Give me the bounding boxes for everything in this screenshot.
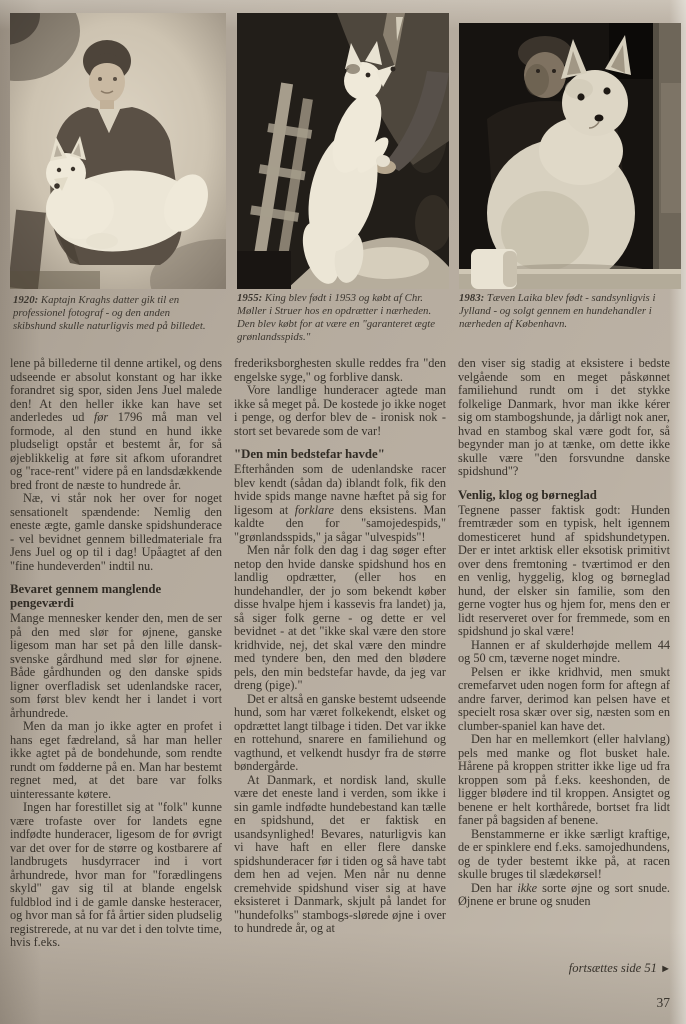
paragraph: Ingen har forestillet sig at "folk" kunne være trofaste over for landets egne indfødte hunderacer, ligesom de for øvrigt var det over for de større og kostbarere af landbrugets husdyrracer ind i vort århundrede, hvor man for "forædlingens skyld" gav sig til at blande engelsk fuldblod ind i de gamle danske hesteracer, og hvor man så for få årtier siden pludselig registrerede, at nu var det i den tolvte time, hvis f.eks. bbox=[10, 800, 222, 949]
paragraph: Det er altså en ganske bestemt udseende hund, som har været folkekendt, elsket og opdrættet langt tilbage i tiden. Det var ikke en rottehund, snarere en familiehund og vagthund, et velkendt husdyr fra de større bøndergårde. bbox=[234, 691, 446, 773]
section-heading: Venlig, klog og børneglad bbox=[458, 487, 597, 502]
arrow-right-icon: ► bbox=[660, 963, 670, 975]
paragraph: Næ, vi står nok her over for noget sensationelt spændende: Nemlig den eneste ægte, gamle danske spidshunderace - vel bevidnet gennem billedmateriale fra Jens Juel og op til i dag! Upåagtet af den "fine hundeverden" indtil nu. bbox=[10, 491, 222, 573]
paragraph: Benstammerne er ikke særligt kraftige, de er spinklere end f.eks. samojedhundens, og de tyder bestemt ikke på, at racen skulle bruges til slædekørsel! bbox=[458, 826, 670, 881]
paragraph: Hannen er af skulderhøjde mellem 44 og 50 cm, tæverne noget mindre. bbox=[458, 637, 670, 665]
photo-1955-illustration bbox=[237, 13, 449, 289]
text-column-3 bbox=[458, 357, 670, 950]
paragraph: At Danmark, et nordisk land, skulle være det eneste land i verden, som ikke i sin gamle indfødte hundebestand kan tælle en spidshund, det er faktisk en usandsynlighed! Bevares, naturligvis kan vi have haft en eller flere danske spidshunderacer før i tiden og så have tabt dem hen ad vejen. Men når nu denne cremehvide spidshund viser sig at have eksisteret i Danmark, skjult på landet for "hundefolks" stambogs-slørede øjne i over to hundrede år, og at bbox=[234, 772, 446, 935]
paragraph: den viser sig stadig at eksistere i bedste velgående som en meget påskønnet familiehund rundt om i det stykke folkelige Danmark, hvor man ikke kérer sig om stambogshunde, ja dårligt nok aner, hvad en stambog skal være godt for, så begynder man jo at tænke, om dette ikke skulle være "den forsvundne danske spidshund"? bbox=[458, 356, 670, 478]
section-heading: "Den min bedstefar havde" bbox=[234, 447, 385, 461]
photo-caption-1955 bbox=[237, 292, 448, 344]
photo-caption-1920 bbox=[13, 294, 213, 333]
photo-1983-illustration bbox=[459, 23, 681, 289]
paragraph: Tegnene passer faktisk godt: Hunden fremtræder som en typisk, helt igennem domesticeret hund af spidshundetypen. Der er intet arktisk eller eksotisk primitivt over dens fremtoning - tværtimod er den en venlig, hyggelig, klog og børneglad hund, der elsker sin familie, som den gerne vogter hus og hjem for, mens den er lidt reserveret over for fremmede, som en spidshund jo skal være! bbox=[458, 502, 670, 638]
paragraph: lene på billederne til denne artikel, og dens udseende er absolut konstant og har ikke forandret sig spor, siden Jens Juel malede den! At den heller ikke kan have set anderledes ud før 1796 må man vel formode, al den stund en hund ikke pludseligt opstår et bestemt år, for så øjeblikkelig at føre sit afkom uforandret og "race-rent" videre på en landsdækkende bred front de næste to hundrede år. bbox=[10, 356, 222, 492]
paragraph: Den har ikke sorte øjne og sort snude. Øjnene er brune og snuden bbox=[458, 880, 670, 908]
section-heading: Bevaret gennem manglende pengeværdi bbox=[10, 582, 162, 610]
caption-year: 1920: bbox=[13, 294, 39, 306]
photo-caption-1983 bbox=[459, 292, 673, 331]
caption-text: Kaptajn Kraghs datter gik til en professionel fotograf - og den anden skibshund skulle naturligvis med på billedet. bbox=[13, 294, 206, 332]
caption-text: King blev født i 1953 og købt af Chr. Møller i Struer hos en opdrætter i nærheden. Den blev købt for at være en "garanteret ægte grønlandsspids." bbox=[237, 292, 436, 343]
caption-text: Tæven Laika blev født - sandsynligvis i Jylland - og solgt gennem en hundehandler i nærheden af København. bbox=[459, 292, 656, 330]
photo-1983-dog-sitting-with-man bbox=[459, 23, 681, 289]
paragraph: Den har en mellemkort (eller halvlang) pels med manke og flot busket hale. Hårene på kroppen stritter ikke lige ud fra kroppen som på f.eks. keeshonden, de ligger blødere ind til kroppen. Ansigtet og benene er helt korthårede, bortset fra lidt faner på bagsiden af benene. bbox=[458, 732, 670, 827]
caption-year: 1983: bbox=[459, 292, 485, 304]
caption-year: 1955: bbox=[237, 292, 263, 304]
text-column-2 bbox=[234, 357, 446, 950]
paragraph: Mange mennesker kender den, men de ser på den med slør for øjnene, ganske ligesom man har set på den lille dansk-svenske gårdhund med slør for øjnene. Både gårdhunden og den danske spids ligner overfladisk set udenlandske racer, som først blev kendt her i landet i vort århundrede. bbox=[10, 611, 222, 720]
article-body bbox=[10, 357, 670, 950]
paragraph: Men da man jo ikke agter en profet i hans eget fædreland, så har man heller ikke agtet på de bondehunde, som rendte rundt om fødderne på en. Man har bestemt regnet med, at det bare var folks uinteressante køtere. bbox=[10, 719, 222, 801]
continuation-notice bbox=[458, 961, 670, 976]
paragraph: Pelsen er ikke kridhvid, men smukt cremefarvet uden nogen form for aftegn af andre farver, derimod kan pelsen have et specielt rosa skær over sig, næsten som en clumber-spaniel kan have det. bbox=[458, 664, 670, 733]
page-number: 37 bbox=[656, 995, 670, 1010]
photo-1920-woman-with-dog bbox=[10, 13, 226, 289]
paragraph: Efterhånden som de udenlandske racer blev kendt (sådan da) iblandt folk, fik den hvide spids mange navne hæftet på sig for ligesom at forklare dens eksistens. Man kaldte den for "samojedespids," "grønlandsspids," ja sågar "ulvespids"! bbox=[234, 462, 446, 544]
paragraph: frederiksborghesten skulle reddes fra "den engelske syge," og forblive dansk. bbox=[234, 356, 446, 384]
continuation-label: fortsættes side 51 bbox=[568, 961, 657, 975]
paragraph: Men når folk den dag i dag søger efter netop den hvide danske spidshund hos en landlig opdrætter, (eller hos en hundehandler, der jo som bekendt køber disse hvalpe hjem i kassevis fra landet) ja, så siger folk gerne - og dette er vel bevidnet - at det "ikke skal være den store kridhvide, nej, det skal være den mindre med tyndere ben, den med den blødere pels, den min bedstefar havde, da jeg var dreng (pige)." bbox=[234, 543, 446, 692]
photo-1955-dog-standing-with-man bbox=[237, 13, 449, 289]
photo-1920-illustration bbox=[10, 13, 226, 289]
paragraph: Vore landlige hunderacer agtede man ikke så meget på. De kostede jo ikke noget i penge, og derfor blev de - ironisk nok - stort set bevarede som de var! bbox=[234, 383, 446, 438]
text-column-1 bbox=[10, 357, 222, 950]
